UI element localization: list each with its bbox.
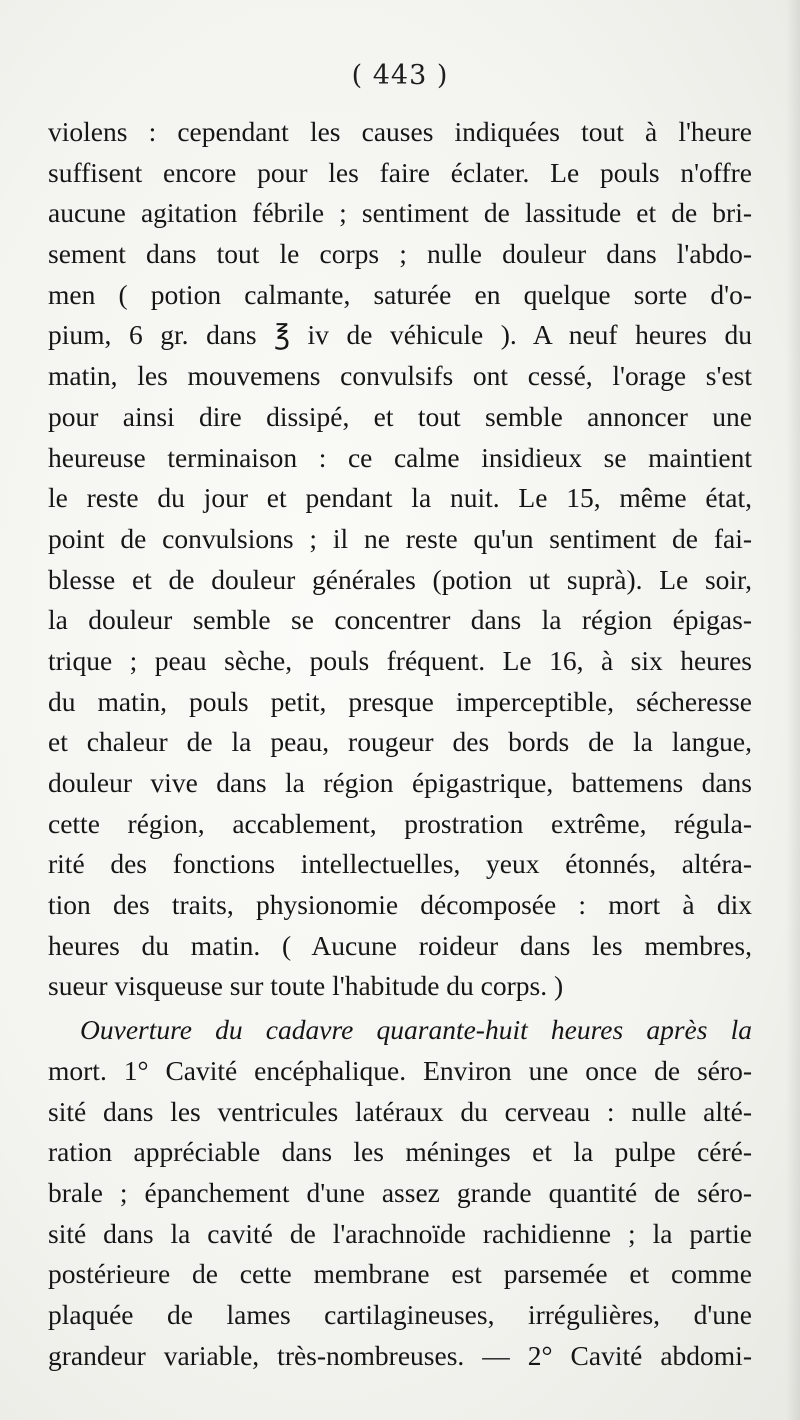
text-line: [48, 1092, 752, 1133]
italic-run: mort. 1° Cavité encéphalique.: [48, 1054, 407, 1086]
page-number: ( 443 ): [351, 60, 449, 91]
text-line: [48, 641, 752, 682]
text-line: [48, 1336, 752, 1377]
text-line: [48, 600, 752, 641]
text-line: [48, 844, 752, 885]
text-line: [48, 885, 752, 926]
text-run: heureuse terminaison : ce calme insidieux se maintient: [48, 441, 752, 473]
text-line: [48, 1214, 752, 1255]
text-run: pium, 6 gr. dans ℥ iv de véhicule ). A neuf heures du: [48, 319, 752, 351]
text-run: le reste du jour et pendant la nuit. Le 15, même état,: [48, 482, 752, 514]
text-line: [48, 804, 752, 845]
text-line: [48, 722, 752, 763]
paragraph-2: [48, 1010, 752, 1376]
text-run: la douleur semble se concentrer dans la région épigas-: [48, 604, 752, 636]
text-run: ration appréciable dans les méninges et la pulpe céré-: [48, 1136, 752, 1168]
text-line: [48, 397, 752, 438]
paragraph-1: [48, 112, 752, 1007]
text-run: violens : cependant les causes indiquées tout à l'heure: [48, 116, 752, 147]
italic-run: ut suprà: [528, 563, 627, 595]
text-line: [48, 234, 752, 275]
text-line: [48, 1132, 752, 1173]
text-line: [48, 1173, 752, 1214]
text-line: [48, 1051, 752, 1092]
text-line: [48, 1010, 752, 1051]
text-line: [48, 560, 752, 601]
text-line: [48, 315, 752, 356]
text-run: brale ; épanchement d'une assez grande quantité de séro-: [48, 1176, 752, 1208]
text-line: [48, 193, 752, 234]
text-run: sité dans les ventricules latéraux du cerveau : nulle alté-: [48, 1095, 752, 1127]
text-line: [48, 478, 752, 519]
text-run: Environ une once de séro-: [406, 1054, 752, 1086]
text-run: tion des traits, physionomie décomposée : mort à dix: [48, 889, 752, 921]
text-line: [48, 1295, 752, 1336]
text-run: point de convulsions ; il ne reste qu'un sentiment de fai-: [48, 522, 752, 554]
text-run: heures du matin. ( Aucune roideur dans les membres,: [48, 929, 752, 961]
text-run: grandeur variable, très-nombreuses. — 2°: [48, 1339, 571, 1371]
text-run: plaquée de lames cartilagineuses, irrégulières, d'une: [48, 1298, 752, 1330]
text-run: aucune agitation fébrile ; sentiment de lassitude et de bri-: [48, 197, 752, 229]
text-run: blesse et de douleur générales (potion: [48, 563, 529, 595]
page-edge-shadow: [786, 0, 800, 1420]
text-run: matin, les mouvemens convulsifs ont cessé, l'orage s'est: [48, 360, 752, 392]
text-line: [48, 926, 752, 967]
text-run: et chaleur de la peau, rougeur des bords de la langue,: [48, 726, 752, 758]
text-line: [48, 682, 752, 723]
text-run: sité dans la cavité de l'arachnoïde rachidienne ; la partie: [48, 1217, 752, 1249]
text-run: trique ; peau sèche, pouls fréquent. Le 16, à six heures: [48, 644, 752, 676]
body-text: [48, 112, 752, 1376]
text-line: [48, 438, 752, 479]
text-run: cette région, accablement, prostration extrême, régula-: [48, 807, 752, 839]
text-run: suffisent encore pour les faire éclater. Le pouls n'offre: [48, 156, 752, 188]
text-run: ). Le soir,: [626, 563, 752, 595]
text-line: [48, 275, 752, 316]
italic-run: Cavité abdomi-: [570, 1339, 752, 1371]
text-line: [48, 112, 752, 153]
text-run: douleur vive dans la région épigastrique, battemens dans: [48, 767, 752, 798]
text-line: [48, 763, 752, 804]
text-run: du matin, pouls petit, presque imperceptible, sécheresse: [48, 685, 752, 717]
text-run: postérieure de cette membrane est parsemée et comme: [48, 1258, 752, 1290]
text-line: [48, 153, 752, 194]
text-run: men ( potion calmante, saturée en quelque sorte d'o-: [48, 278, 752, 310]
text-line: [48, 519, 752, 560]
text-run: rité des fonctions intellectuelles, yeux étonnés, altéra-: [48, 848, 752, 880]
text-run: pour ainsi dire dissipé, et tout semble annoncer une: [48, 400, 752, 432]
text-line: [48, 966, 752, 1007]
text-line: [48, 356, 752, 397]
text-run: sueur visqueuse sur toute l'habitude du corps. ): [48, 970, 564, 1002]
italic-run: Ouverture du cadavre quarante-huit heures après la: [80, 1014, 752, 1046]
text-line: [48, 1254, 752, 1295]
text-run: sement dans tout le corps ; nulle douleur dans l'abdo-: [48, 238, 752, 270]
